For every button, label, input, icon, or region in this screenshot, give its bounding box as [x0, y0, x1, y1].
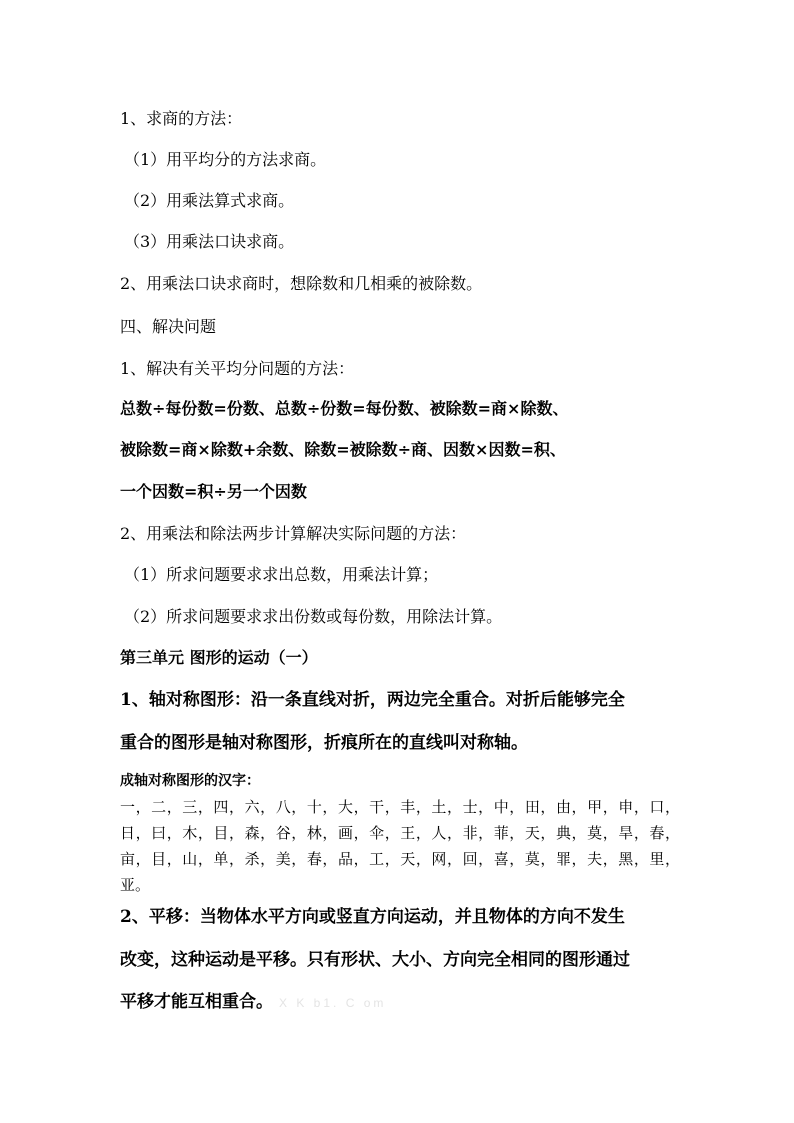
method-3: （3）用乘法口诀求商。: [124, 232, 295, 251]
method-1: （1）用平均分的方法求商。: [124, 150, 327, 169]
formula-line-1: 总数÷每份数=份数、总数÷份数=每份数、被除数=商×除数、: [120, 399, 569, 418]
unit-3-heading: 第三单元 图形的运动（一）: [120, 648, 318, 667]
quotient-methods-title: 1、求商的方法：: [120, 109, 243, 128]
translation-line-3-text: 平移才能互相重合。: [120, 992, 273, 1012]
translation-line-2: 改变，这种运动是平移。只有形状、大小、方向完全相同的图形通过: [120, 950, 630, 970]
watermark-text: X K b1. C om: [279, 996, 387, 1010]
translation-line-1: 2、平移：当物体水平方向或竖直方向运动，并且物体的方向不发生: [120, 907, 625, 927]
symmetric-chars-list: 一，二，三，四，六，八，十，大，干，丰，土，士，中，田，由，甲，申，口，日，曰，木，目，森，谷，林，画，伞，王，人，非，菲，天，典，莫，旱，春，亩，目，山，单，杀，美，春，品，工，天，网，回，喜，莫，罪，夫，黑，里，亚。: [120, 798, 680, 894]
axis-symmetry-line-1: 1、轴对称图形：沿一条直线对折，两边完全重合。对折后能够完全: [120, 690, 625, 710]
two-step-1: （1）所求问题要求求出总数，用乘法计算；: [124, 565, 439, 584]
two-step-title: 2、用乘法和除法两步计算解决实际问题的方法：: [120, 524, 467, 543]
section-heading-solve-problems: 四、解决问题: [120, 317, 217, 336]
formula-line-2: 被除数=商×除数+余数、除数=被除数÷商、因数×因数=积、: [120, 440, 566, 459]
multiplication-tip: 2、用乘法口诀求商时，想除数和几相乘的被除数。: [120, 274, 483, 293]
two-step-2: （2）所求问题要求求出份数或每份数，用除法计算。: [124, 607, 503, 626]
formula-line-3: 一个因数=积÷另一个因数: [120, 482, 307, 501]
translation-line-3: [120, 992, 386, 1013]
symmetric-chars-title: 成轴对称图形的汉字：: [120, 773, 260, 789]
method-2: （2）用乘法算式求商。: [124, 191, 295, 210]
equal-share-methods-title: 1、解决有关平均分问题的方法：: [120, 359, 355, 378]
axis-symmetry-line-2: 重合的图形是轴对称图形，折痕所在的直线叫对称轴。: [120, 733, 528, 753]
